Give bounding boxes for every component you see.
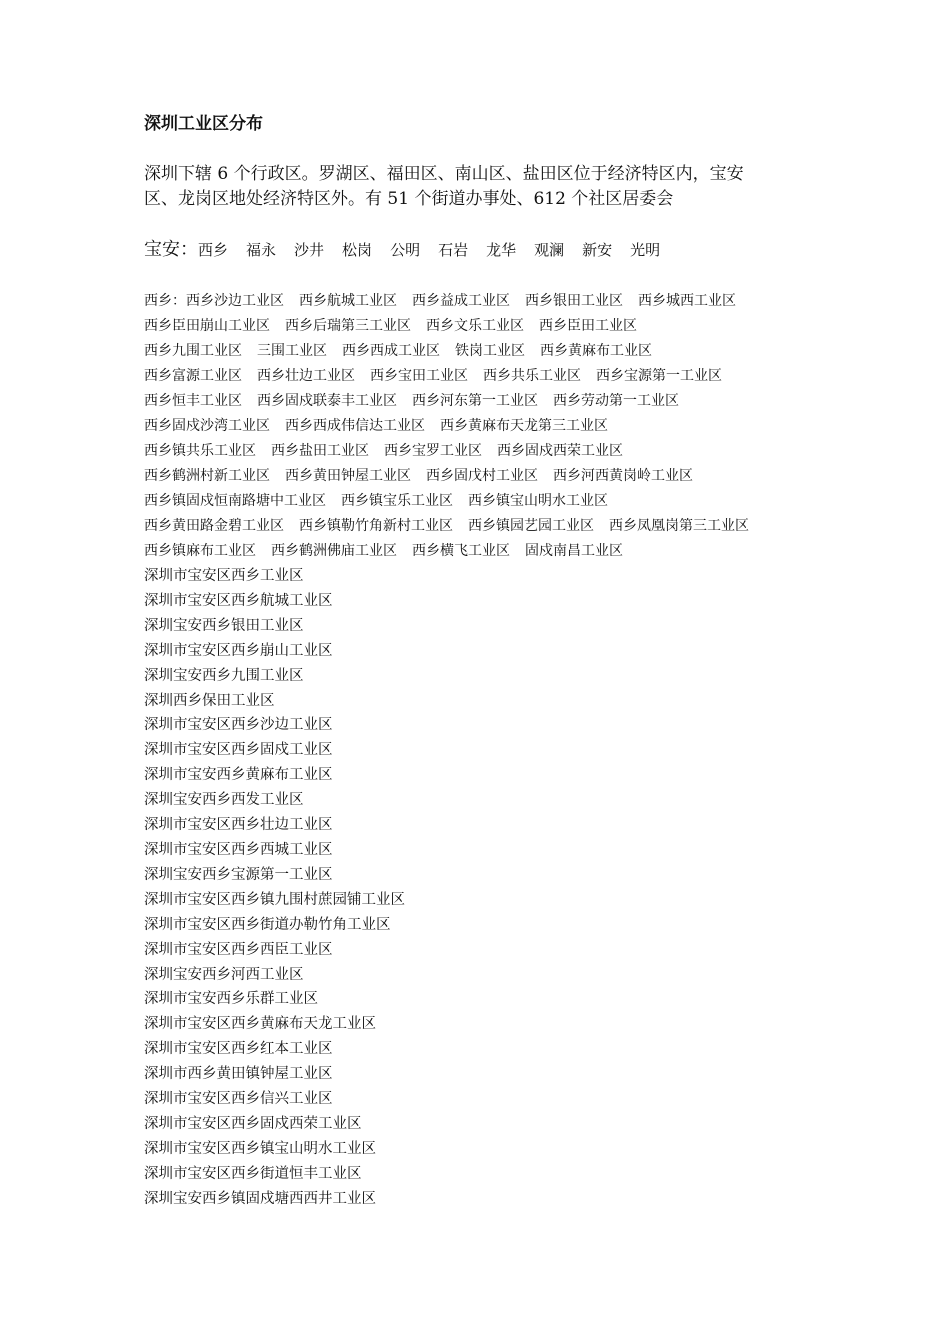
- zone-item: 西乡臣田工业区: [539, 318, 637, 334]
- zone-item: 西乡镇固戍恒南路塘中工业区: [144, 493, 326, 509]
- town-item: 石岩: [438, 241, 469, 259]
- zone-item: 西乡富源工业区: [144, 368, 242, 384]
- address-item: 深圳市宝安区西乡街道恒丰工业区: [144, 1165, 362, 1182]
- intro-paragraph: [144, 162, 824, 212]
- zone-item: 西乡固戍沙湾工业区: [144, 418, 270, 434]
- zone-item: 西乡鹤洲佛庙工业区: [271, 543, 397, 559]
- zone-item: 西乡镇勒竹角新村工业区: [299, 518, 453, 534]
- zone-item: 西乡沙边工业区: [186, 293, 284, 309]
- town-item: 福永: [246, 241, 277, 259]
- address-item: 深圳市宝安区西乡红本工业区: [144, 1041, 333, 1058]
- town-list: [198, 240, 678, 260]
- zone-item: 西乡黄麻布天龙第三工业区: [440, 418, 608, 434]
- intro-line: 区、龙岗区地处经济特区外。有 51 个街道办事处、612 个社区居委会: [144, 189, 674, 209]
- zone-item: 西乡城西工业区: [638, 293, 736, 309]
- zone-item: 西乡固戍西荣工业区: [497, 443, 623, 459]
- zone-line: [144, 339, 824, 364]
- zone-line: [144, 489, 824, 514]
- district-towns-row: [144, 237, 824, 263]
- address-item: 深圳宝安西乡九围工业区: [144, 667, 304, 684]
- town-item: 公明: [390, 241, 421, 259]
- town-item: 龙华: [486, 241, 517, 259]
- zone-item: 西乡后瑞第三工业区: [285, 318, 411, 334]
- address-item: 深圳市宝安区西乡固戍西荣工业区: [144, 1115, 362, 1132]
- zone-item: 铁岗工业区: [455, 343, 525, 359]
- zone-line: [144, 364, 824, 389]
- zone-item: 西乡宝源第一工业区: [596, 368, 722, 384]
- zone-item: 西乡镇共乐工业区: [144, 443, 256, 459]
- zone-item: 西乡九围工业区: [144, 343, 242, 359]
- zone-line: [144, 514, 824, 539]
- document-title: 深圳工业区分布: [144, 114, 263, 134]
- address-item: 深圳市宝安区西乡沙边工业区: [144, 717, 333, 734]
- zone-line: [144, 439, 824, 464]
- town-item: 西乡: [198, 241, 229, 259]
- address-item: 深圳市宝安区西乡镇宝山明水工业区: [144, 1140, 376, 1157]
- zone-item: 西乡盐田工业区: [271, 443, 369, 459]
- town-item: 光明: [630, 241, 661, 259]
- address-item: 深圳市宝安区西乡崩山工业区: [144, 642, 333, 659]
- zone-item: 西乡西成工业区: [342, 343, 440, 359]
- address-item: 深圳市宝安区西乡镇九围村蔗园铺工业区: [144, 891, 405, 908]
- zone-line: [144, 389, 824, 414]
- town-item: 沙井: [294, 241, 325, 259]
- town-item: 新安: [582, 241, 613, 259]
- zone-item: 三围工业区: [257, 343, 327, 359]
- district-label: 宝安：: [144, 239, 198, 260]
- zone-group-label: 西乡：: [144, 293, 186, 309]
- document-page: [144, 112, 824, 1212]
- zone-line: [144, 539, 824, 564]
- zone-item: 西乡横飞工业区: [412, 543, 510, 559]
- zone-item: 西乡镇宝乐工业区: [341, 493, 453, 509]
- zone-item: 西乡河西黄岗岭工业区: [553, 468, 693, 484]
- zone-item: 西乡宝田工业区: [370, 368, 468, 384]
- town-item: 观澜: [534, 241, 565, 259]
- zone-item: 西乡黄麻布工业区: [540, 343, 652, 359]
- zone-item: 西乡恒丰工业区: [144, 393, 242, 409]
- address-item: 深圳市宝安区西乡西城工业区: [144, 841, 333, 858]
- zone-item: 西乡银田工业区: [525, 293, 623, 309]
- zone-item: 西乡共乐工业区: [483, 368, 581, 384]
- address-item: 深圳宝安西乡镇固戍塘西西井工业区: [144, 1190, 376, 1207]
- zone-item: 西乡凤凰岗第三工业区: [609, 518, 749, 534]
- address-item: 深圳市宝安区西乡黄麻布天龙工业区: [144, 1016, 376, 1033]
- zone-item: 西乡益成工业区: [412, 293, 510, 309]
- address-item: 深圳宝安西乡银田工业区: [144, 617, 304, 634]
- zone-item: 西乡文乐工业区: [426, 318, 524, 334]
- zone-item: 西乡宝罗工业区: [384, 443, 482, 459]
- address-item: 深圳市宝安区西乡信兴工业区: [144, 1091, 333, 1108]
- zone-line: [144, 464, 824, 489]
- address-item: 深圳宝安西乡西发工业区: [144, 792, 304, 809]
- zone-item: 西乡臣田崩山工业区: [144, 318, 270, 334]
- zone-item: 西乡镇园艺园工业区: [468, 518, 594, 534]
- zone-item: 西乡河东第一工业区: [412, 393, 538, 409]
- address-item: 深圳市宝安区西乡壮边工业区: [144, 817, 333, 834]
- zone-item: 固戍南昌工业区: [525, 543, 623, 559]
- zone-item: 西乡鹤洲村新工业区: [144, 468, 270, 484]
- address-item: 深圳市西乡黄田镇钟屋工业区: [144, 1066, 333, 1083]
- address-item: 深圳市宝安区西乡固戍工业区: [144, 742, 333, 759]
- address-list: [144, 564, 824, 1212]
- address-item: 深圳市宝安区西乡工业区: [144, 568, 304, 584]
- address-item: 深圳市宝安西乡黄麻布工业区: [144, 767, 333, 784]
- address-item: 深圳市宝安区西乡街道办勒竹角工业区: [144, 916, 391, 933]
- town-item: 松岗: [342, 241, 373, 259]
- zone-line: [144, 289, 824, 314]
- zone-item: 西乡西成伟信达工业区: [285, 418, 425, 434]
- zone-line: [144, 314, 824, 339]
- address-item: 深圳市宝安区西乡航城工业区: [144, 592, 333, 609]
- address-item: 深圳市宝安区西乡西臣工业区: [144, 941, 333, 958]
- zone-item: 西乡固戍联泰丰工业区: [257, 393, 397, 409]
- zone-item: 西乡黄田路金碧工业区: [144, 518, 284, 534]
- zone-item: 西乡固戊村工业区: [426, 468, 538, 484]
- zone-item: 西乡镇麻布工业区: [144, 543, 256, 559]
- zone-item: 西乡劳动第一工业区: [553, 393, 679, 409]
- address-item: 深圳西乡保田工业区: [144, 692, 275, 709]
- zone-item: 西乡壮边工业区: [257, 368, 355, 384]
- zone-item: 西乡航城工业区: [299, 293, 397, 309]
- zone-item: 西乡黄田钟屋工业区: [285, 468, 411, 484]
- zone-item: 西乡镇宝山明水工业区: [468, 493, 608, 509]
- zone-line: [144, 414, 824, 439]
- intro-line: 深圳下辖 6 个行政区。罗湖区、福田区、南山区、盐田区位于经济特区内，宝安: [144, 164, 744, 184]
- address-item: 深圳市宝安西乡乐群工业区: [144, 991, 318, 1008]
- address-item: 深圳宝安西乡河西工业区: [144, 966, 304, 983]
- industrial-zone-list: [144, 289, 824, 564]
- address-item: 深圳宝安西乡宝源第一工业区: [144, 866, 333, 883]
